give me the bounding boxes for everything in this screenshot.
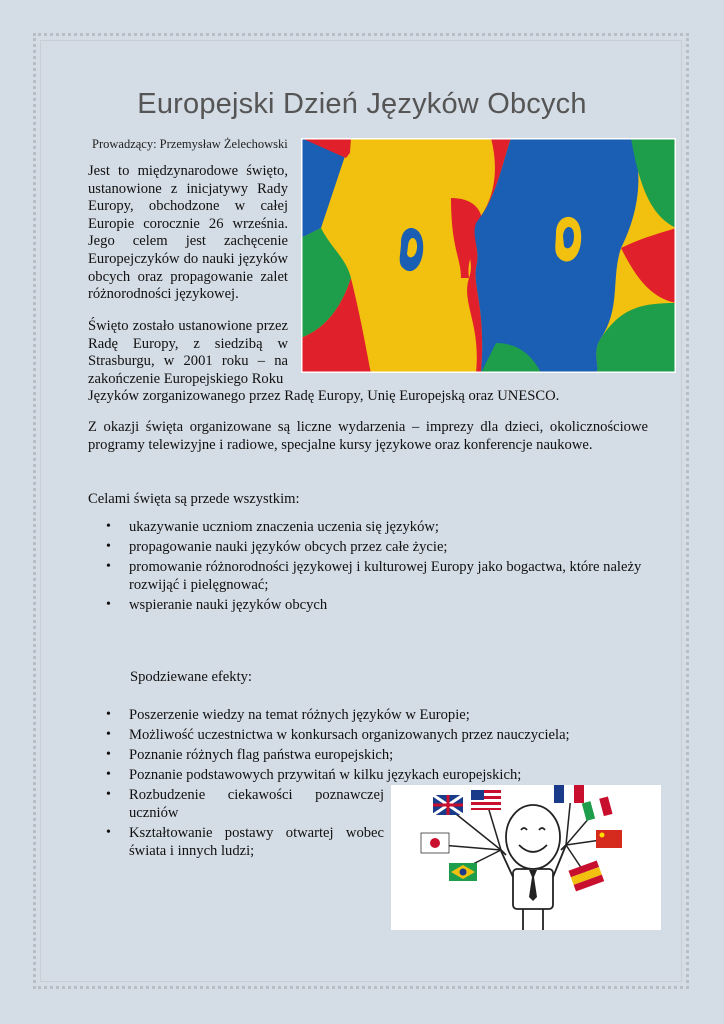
events-paragraph: Z okazji święta organizowane są liczne wydarzenia – imprezy dla dzieci, okolicznościowe programy telewizyjne i radiowe, specjalne kursy językowe oraz konferencje naukowe.: [88, 419, 648, 453]
list-item: • Kształtowanie postawy otwartej wobec świata i innych ludzi;: [106, 824, 384, 860]
list-item: • wspieranie nauki języków obcych: [106, 596, 666, 614]
list-item: • propagowanie nauki języków obcych przez całe życie;: [106, 538, 666, 556]
list-item: • Poznanie różnych flag państwa europejskich;: [106, 746, 666, 764]
list-item: • Poznanie podstawowych przywitań w kilku językach europejskich;: [106, 766, 666, 784]
history-paragraph-part2: Języków zorganizowanego przez Radę Europy, Unię Europejską oraz UNESCO.: [88, 388, 560, 404]
list-item: • Rozbudzenie ciekawości poznawczej uczniów: [106, 786, 384, 822]
history-paragraph-part1: Święto zostało ustanowione przez Radę Europy, z siedzibą w Strasburgu, w 2001 roku – na zakończenie Europejskiego Roku: [88, 318, 288, 387]
effects-heading: Spodziewane efekty:: [130, 669, 252, 685]
goals-heading: Celami święta są przede wszystkim:: [88, 491, 300, 507]
list-item: • promowanie różnorodności językowej i kulturowej Europy jako bogactwa, które należy rozwijąć i pielęgnować;: [106, 558, 666, 594]
list-item: • Możliwość uczestnictwa w konkursach organizowanych przez nauczyciela;: [106, 726, 666, 744]
list-item: • ukazywanie uczniom znaczenia uczenia się języków;: [106, 518, 666, 536]
goals-list: [106, 518, 666, 616]
list-item: • Poszerzenie wiedzy na temat różnych języków w Europie;: [106, 706, 666, 724]
languages-logo-image: [301, 138, 676, 373]
intro-paragraph: Jest to międzynarodowe święto, ustanowione z inicjatywy Rady Europy, obchodzone w całej Europie corocznie 26 września. Jego celem jest zachęcenie Europejczyków do nauki języków obcych oraz propagowanie zalet różnorodności językowej.: [88, 163, 288, 303]
author-line: Prowadzący: Przemysław Żelechowski: [92, 137, 288, 151]
page-title: Europejski Dzień Języków Obcych: [137, 88, 587, 120]
flags-man-image: [391, 785, 661, 930]
